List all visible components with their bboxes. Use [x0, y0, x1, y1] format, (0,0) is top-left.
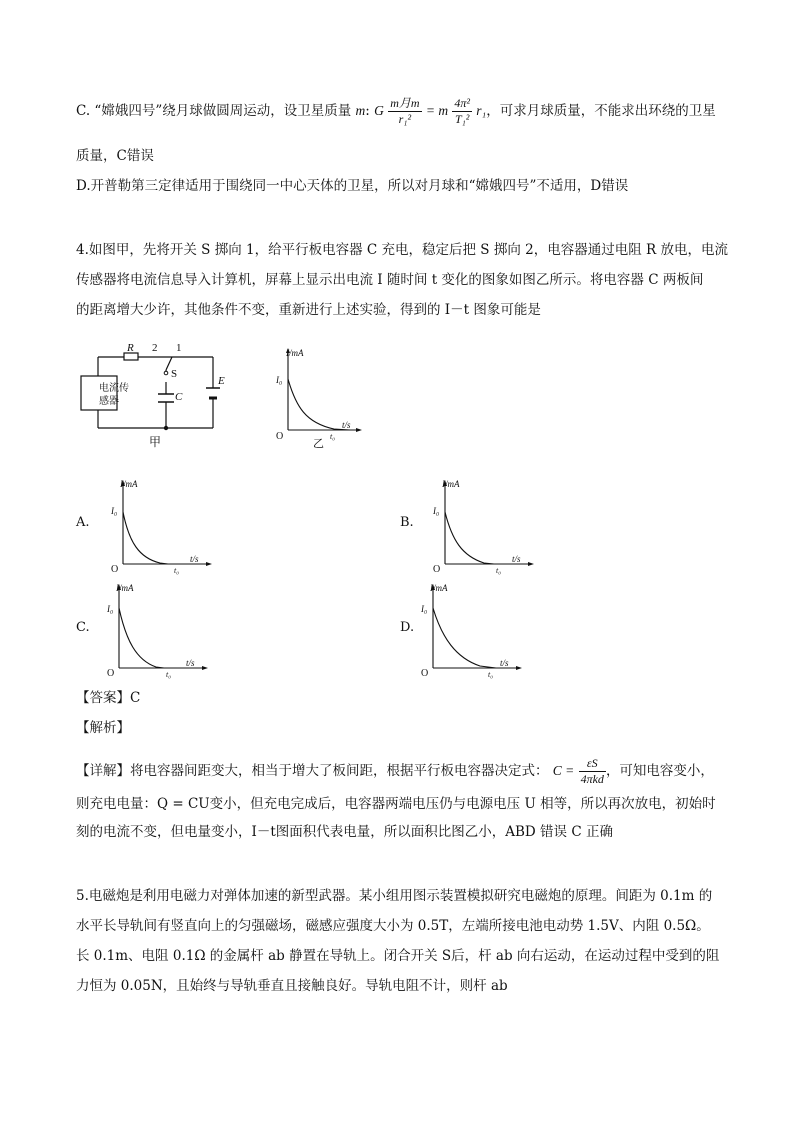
q3-c-colon: :: [365, 103, 370, 119]
option-c-xlabel: t/s: [186, 658, 195, 668]
q3-d-line: D.开普勒第三定律适用于围绕同一中心天体的卫星，所以对月球和“嫦娥四号”不适用，D错误: [76, 178, 629, 194]
option-d-label[interactable]: D.: [400, 620, 415, 635]
q5-line4: 力恒为 0.05N，且始终与导轨垂直且接触良好。导轨电阻不计，则杆 ab: [76, 978, 508, 994]
option-a-xlabel: t/s: [190, 554, 199, 564]
q3-c-r1: r₁: [476, 103, 487, 118]
option-a-I0: I₀: [111, 506, 118, 516]
q3-c-fraction-2: [452, 96, 472, 127]
switch-position-1: 1: [176, 342, 182, 354]
q4-detail-line1: [76, 756, 714, 787]
option-b-xlabel: t/s: [512, 554, 521, 564]
option-b-t0: t₀: [496, 566, 502, 575]
option-c-label[interactable]: C.: [76, 620, 90, 635]
switch-label: S: [171, 368, 178, 380]
capacitor-label: C: [175, 391, 183, 403]
q3-c-den2: T₁²: [454, 112, 470, 126]
q4-stem-line1: 4.如图甲，先将开关 S 掷向 1，给平行板电容器 C 充电，稳定后把 S 掷向 2，电容器通过电阻 R 放电，电流: [76, 242, 728, 258]
option-c-t0: t₀: [166, 670, 172, 679]
q3-c-line2: 质量，C错误: [76, 148, 154, 164]
graph-main-t0: t₀: [330, 432, 336, 441]
option-b-curve: [445, 512, 494, 564]
junction-dot: [164, 426, 168, 430]
q4-detail-den: 4πkd: [580, 772, 604, 786]
q5-line1: 5.电磁炮是利用电磁力对弹体加速的新型武器。某小组用图示装置模拟研究电磁炮的原理。间距为 0.1m 的: [76, 888, 713, 904]
circuit-caption: 甲: [149, 435, 162, 449]
q3-c-fraction-1: [388, 96, 421, 127]
q4-detail-post: ，可知电容变小，: [605, 763, 714, 779]
q4-detail-pre: 【详解】将电容器间距变大，相当于增大了板间距，根据平行板电容器决定式：: [76, 763, 549, 779]
graph-main-ylabel: I/mA: [286, 348, 304, 358]
switch-position-2: 2: [152, 342, 158, 354]
option-b-I0: I₀: [433, 506, 440, 516]
q3-c-text-post: ，可求月球质量，不能求出环绕的卫星: [486, 103, 716, 119]
q4-detail-C: C =: [552, 763, 575, 778]
q3-c-den1: r₁²: [398, 112, 412, 126]
option-d-t0: t₀: [488, 670, 494, 679]
option-d-I0: I₀: [421, 604, 428, 614]
circuit-diagram: [76, 340, 236, 450]
q5-line2: 水平长导轨间有竖直向上的匀强磁场，磁感应强度大小为 0.5T，左端所接电池电动势 1.5V、内阻 0.5Ω。: [76, 918, 710, 934]
q5-line3: 长 0.1m、电阻 0.1Ω 的金属杆 ab 静置在导轨上。闭合开关 S后，杆 ab 向右运动，在运动过程中受到的阻: [76, 948, 720, 964]
option-c-origin: O: [107, 668, 115, 679]
option-b-graph[interactable]: [430, 476, 540, 576]
q4-detail-line3: 刻的电流不变，但电量变小，I－t图面积代表电量，所以面积比图乙小，ABD 错误 C 正确: [76, 824, 613, 840]
q4-analysis-heading: 【解析】: [76, 720, 130, 736]
q3-c-num2: 4π²: [454, 96, 470, 110]
q4-detail-fraction: [579, 756, 606, 787]
graph-main-origin: O: [276, 431, 284, 442]
option-a-ylabel: I/mA: [120, 479, 138, 489]
q4-stem-line2: 传感器将电流信息导入计算机，屏幕上显示出电流 I 随时间 t 变化的图象如图乙所示。将电容器 C 两板间: [76, 272, 704, 288]
option-d-xlabel: t/s: [500, 658, 509, 668]
option-c-curve: [119, 608, 164, 668]
battery-label: E: [218, 375, 225, 387]
graph-main-I0: I₀: [276, 375, 283, 385]
resistor-symbol: [124, 353, 138, 360]
q4-detail-num: εS: [579, 756, 606, 772]
option-a-graph[interactable]: [108, 476, 218, 576]
option-c-graph[interactable]: [104, 580, 214, 680]
sensor-label-2: 感器: [99, 396, 119, 407]
graph-main-xlabel: t/s: [342, 420, 351, 430]
q3-c-mass: m: [355, 103, 366, 118]
graph-main-curve: [288, 379, 350, 430]
q3-c-eq: = m: [425, 103, 449, 118]
option-d-graph[interactable]: [418, 580, 528, 680]
switch-pivot: [164, 371, 168, 375]
option-d-origin: O: [421, 668, 429, 679]
option-d-ylabel: I/mA: [430, 583, 448, 593]
resistor-label: R: [127, 342, 134, 354]
q4-stem-line3: 的距离增大少许，其他条件不变，重新进行上述实验，得到的 I－t 图象可能是: [76, 302, 541, 318]
graph-main: [270, 345, 365, 450]
graph-main-caption: 乙: [313, 438, 324, 450]
option-b-ylabel: I/mA: [442, 479, 460, 489]
q3-c-num1: m月m: [390, 96, 420, 110]
option-d-curve: [433, 608, 496, 668]
option-a-t0: t₀: [174, 566, 180, 575]
option-a-curve: [123, 512, 168, 564]
q3-c-text: C. “嫦娥四号”绕月球做圆周运动，设卫星质量: [76, 103, 352, 119]
option-b-origin: O: [433, 564, 441, 575]
option-a-origin: O: [111, 564, 119, 575]
option-c-I0: I₀: [107, 604, 114, 614]
q4-detail-line2: 则充电电量：Q = CU变小，但充电完成后，电容器两端电压仍与电源电压 U 相等，所以再次放电，初始时: [76, 796, 716, 812]
q3-c-G: G: [374, 103, 384, 118]
option-c-ylabel: I/mA: [116, 583, 134, 593]
q4-answer: 【答案】C: [76, 690, 141, 706]
q3-option-c-line: [76, 96, 716, 127]
sensor-label: 电流传: [99, 383, 129, 394]
option-b-label[interactable]: B.: [400, 515, 414, 530]
option-a-label[interactable]: A.: [76, 515, 90, 530]
